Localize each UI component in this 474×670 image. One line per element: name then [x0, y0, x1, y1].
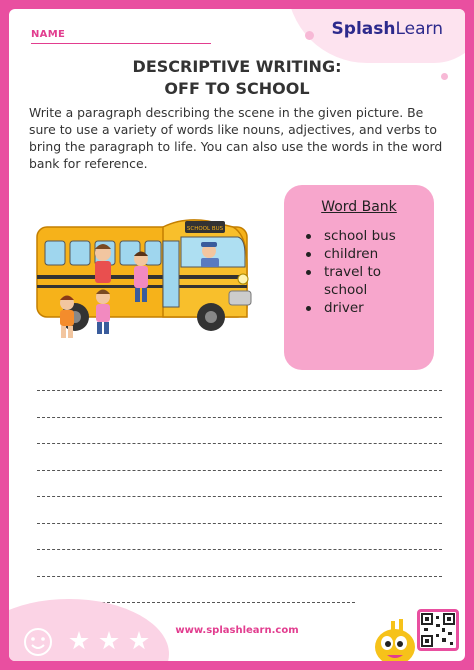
- writing-line[interactable]: [37, 523, 442, 524]
- school-bus-illustration: [33, 205, 273, 345]
- writing-line[interactable]: [37, 443, 442, 444]
- word-bank-list: [298, 227, 420, 317]
- word-bank-title: Word Bank: [321, 199, 397, 215]
- school-bus-icon: [33, 205, 273, 345]
- writing-line[interactable]: [37, 549, 442, 550]
- word-bank-item: driver: [298, 299, 420, 317]
- qr-code-icon: [417, 609, 459, 651]
- instructions-text: Write a paragraph describing the scene in the given picture. Be sure to use a variety of words like nouns, adjectives, and verbs to bring the paragraph to life. You can also use the words in the word bank for reference.: [29, 105, 443, 171]
- writing-line[interactable]: [37, 417, 442, 418]
- title-line-1: DESCRIPTIVE WRITING:: [132, 57, 342, 76]
- word-bank-item: school bus: [298, 227, 420, 245]
- splashlearn-logo: [332, 19, 443, 39]
- writing-line[interactable]: [37, 470, 442, 471]
- worksheet-title: [9, 56, 465, 100]
- name-field-line[interactable]: [31, 43, 211, 44]
- footer-url: www.splashlearn.com: [175, 625, 299, 636]
- writing-lines: [37, 390, 442, 629]
- writing-line[interactable]: [37, 390, 442, 391]
- word-bank-box: [284, 185, 434, 370]
- mascot-icon: [365, 609, 425, 661]
- logo-text-light: Learn: [395, 19, 443, 39]
- writing-line[interactable]: [37, 496, 442, 497]
- decorative-dot: [305, 31, 314, 40]
- name-label: NAME: [31, 29, 66, 40]
- title-line-2: OFF TO SCHOOL: [164, 79, 310, 98]
- writing-line[interactable]: [37, 576, 442, 577]
- worksheet-page: [9, 9, 465, 661]
- word-bank-item: children: [298, 245, 420, 263]
- logo-text-bold: Splash: [331, 19, 396, 39]
- word-bank-item: travel to school: [298, 263, 420, 299]
- bus-sign-text: SCHOOL BUS: [186, 226, 224, 232]
